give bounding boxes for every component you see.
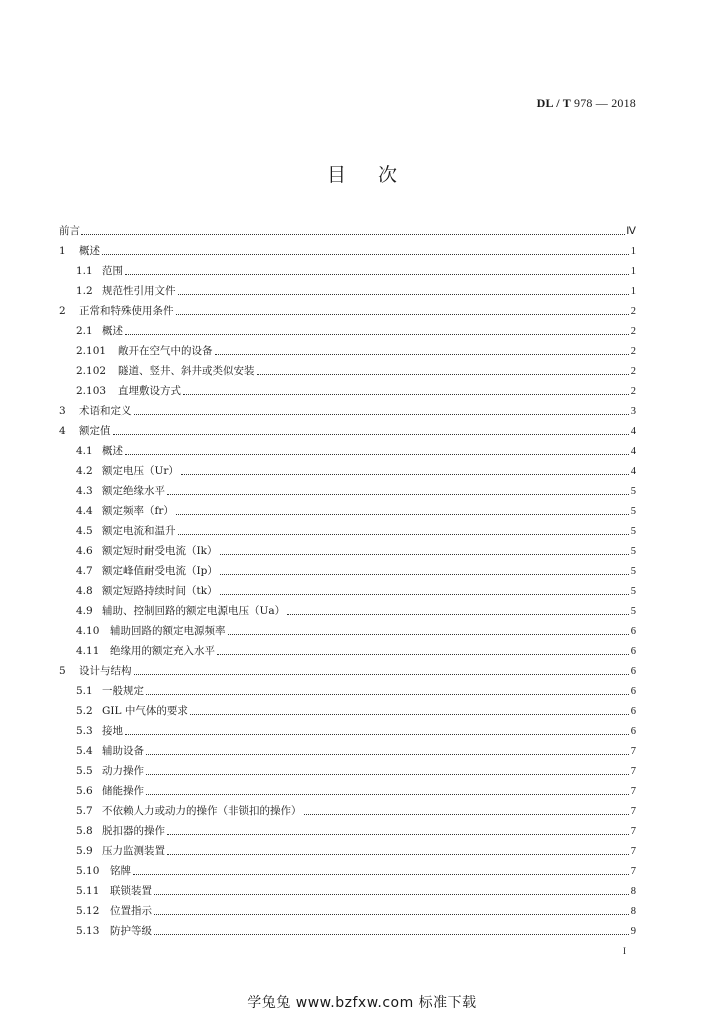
toc-entry-page: 7: [630, 866, 636, 877]
toc-leader-dots: [125, 273, 629, 275]
toc-entry-number: 5.6: [76, 785, 93, 797]
document-code-number: 978 — 2018: [574, 96, 636, 110]
toc-entry-label: 额定频率（fr）: [102, 505, 174, 517]
toc-entry[interactable]: [59, 918, 636, 938]
toc-entry-page: 2: [630, 326, 636, 337]
toc-entry-page: 5: [630, 606, 636, 617]
toc-entry[interactable]: [59, 698, 636, 718]
toc-entry-label: 不依赖人力或动力的操作（非锁扣的操作）: [102, 805, 302, 817]
toc-entry-page: 8: [630, 886, 636, 897]
toc-entry-page: 5: [630, 526, 636, 537]
toc-entry-number: 1.1: [76, 265, 93, 277]
toc-entry-label: 范围: [102, 265, 123, 277]
toc-entry-label: 绝缘用的额定充入水平: [110, 645, 215, 657]
toc-leader-dots: [133, 873, 629, 875]
toc-entry-label: 额定峰值耐受电流（Ip）: [102, 565, 218, 577]
toc-entry[interactable]: [59, 498, 636, 518]
toc-leader-dots: [102, 253, 629, 255]
toc-leader-dots: [228, 633, 630, 635]
toc-entry[interactable]: [59, 598, 636, 618]
toc-entry[interactable]: [59, 338, 636, 358]
toc-entry-label: 防护等级: [110, 925, 152, 937]
toc-leader-dots: [81, 233, 625, 235]
toc-entry[interactable]: [59, 618, 636, 638]
toc-entry-label: 辅助、控制回路的额定电源电压（Ua）: [102, 605, 286, 617]
toc-leader-dots: [154, 893, 629, 895]
watermark-text: 学兔兔 www.bzfxw.com 标准下载: [247, 995, 477, 1011]
toc-leader-dots: [220, 593, 629, 595]
toc-entry-number: 5.2: [76, 705, 93, 717]
toc-entry-number: 2: [59, 305, 66, 317]
toc-entry-label: 设计与结构: [79, 665, 132, 677]
toc-leader-dots: [134, 413, 630, 415]
toc-entry-number: 2.1: [76, 325, 93, 337]
toc-entry-label: 额定绝缘水平: [102, 485, 165, 497]
toc-entry-page: 1: [630, 286, 636, 297]
toc-entry-page: Ⅳ: [626, 226, 636, 237]
toc-entry-number: 5.13: [76, 925, 100, 937]
toc-entry-number: 5.11: [76, 885, 100, 897]
toc-entry-label: 额定短路持续时间（tk）: [102, 585, 218, 597]
toc-entry-page: 6: [630, 646, 636, 657]
toc-leader-dots: [167, 853, 629, 855]
toc-leader-dots: [146, 693, 629, 695]
toc-leader-dots: [178, 293, 630, 295]
toc-entry-page: 5: [630, 566, 636, 577]
toc-entry[interactable]: [59, 278, 636, 298]
toc-entry-label: 铭牌: [110, 865, 131, 877]
toc-entry-number: 5.4: [76, 745, 93, 757]
toc-entry-page: 9: [630, 926, 636, 937]
toc-entry-number: 4.4: [76, 505, 93, 517]
toc-entry-label: 储能操作: [102, 785, 144, 797]
toc-entry-page: 2: [630, 306, 636, 317]
toc-entry-page: 6: [630, 666, 636, 677]
toc-entry-page: 6: [630, 626, 636, 637]
toc-entry[interactable]: [59, 478, 636, 498]
toc-entry-number: 4.10: [76, 625, 100, 637]
toc-entry-label: 位置指示: [110, 905, 152, 917]
toc-entry-label: 辅助设备: [102, 745, 144, 757]
toc-entry[interactable]: [59, 898, 636, 918]
toc-entry-page: 1: [630, 246, 636, 257]
toc-entry-label: 隧道、竖井、斜井或类似安装: [118, 365, 255, 377]
toc-entry-number: 5: [59, 665, 66, 677]
toc-entry[interactable]: [59, 858, 636, 878]
toc-entry-number: 4: [59, 425, 66, 437]
toc-entry-label: 概述: [79, 245, 100, 257]
toc-entry[interactable]: [59, 818, 636, 838]
toc-entry-number: 5.12: [76, 905, 100, 917]
toc-leader-dots: [176, 513, 629, 515]
document-code-prefix: DL / T: [536, 96, 571, 110]
toc-entry-page: 6: [630, 726, 636, 737]
toc-entry-label: 额定短时耐受电流（Ik）: [102, 545, 218, 557]
toc-entry-page: 6: [630, 686, 636, 697]
toc-entry-label: 动力操作: [102, 765, 144, 777]
toc-entry-page: 4: [630, 426, 636, 437]
toc-leader-dots: [178, 533, 630, 535]
toc-entry-number: 4.6: [76, 545, 93, 557]
toc-entry-page: 5: [630, 486, 636, 497]
toc-entry-label: 一般规定: [102, 685, 144, 697]
toc-entry[interactable]: [59, 358, 636, 378]
toc-entry[interactable]: [59, 238, 636, 258]
table-of-contents: [59, 218, 636, 938]
toc-entry-number: 5.10: [76, 865, 100, 877]
toc-entry[interactable]: [59, 718, 636, 738]
toc-entry-page: 5: [630, 506, 636, 517]
toc-entry-number: 前言: [59, 225, 80, 237]
toc-entry-label: 概述: [102, 445, 123, 457]
toc-entry-label: 概述: [102, 325, 123, 337]
toc-leader-dots: [125, 453, 629, 455]
toc-entry-label: 敞开在空气中的设备: [118, 345, 213, 357]
toc-entry-page: 1: [630, 266, 636, 277]
toc-leader-dots: [220, 553, 629, 555]
toc-leader-dots: [125, 733, 629, 735]
toc-entry-page: 3: [630, 406, 636, 417]
toc-entry[interactable]: [59, 558, 636, 578]
toc-entry-page: 7: [630, 846, 636, 857]
toc-entry-label: GIL 中气体的要求: [102, 705, 188, 717]
toc-leader-dots: [190, 713, 629, 715]
toc-entry-label: 压力监测装置: [102, 845, 165, 857]
toc-entry[interactable]: [59, 758, 636, 778]
toc-entry-label: 规范性引用文件: [102, 285, 176, 297]
toc-entry[interactable]: [59, 418, 636, 438]
toc-entry-page: 4: [630, 446, 636, 457]
toc-entry-number: 4.3: [76, 485, 93, 497]
toc-leader-dots: [167, 493, 629, 495]
toc-entry-number: 2.101: [76, 345, 107, 357]
toc-entry[interactable]: [59, 838, 636, 858]
toc-entry-label: 直埋敷设方式: [118, 385, 181, 397]
toc-entry-page: 7: [630, 806, 636, 817]
toc-entry-number: 3: [59, 405, 66, 417]
toc-entry[interactable]: [59, 738, 636, 758]
toc-entry[interactable]: [59, 378, 636, 398]
toc-entry-label: 额定电流和温升: [102, 525, 176, 537]
toc-entry-page: 7: [630, 826, 636, 837]
toc-entry-page: 7: [630, 746, 636, 757]
toc-leader-dots: [181, 473, 629, 475]
toc-entry-number: 1: [59, 245, 66, 257]
page-number: I: [623, 946, 626, 956]
toc-entry-number: 4.5: [76, 525, 93, 537]
toc-entry-number: 4.8: [76, 585, 93, 597]
toc-entry-number: 5.5: [76, 765, 93, 777]
toc-entry-number: 4.2: [76, 465, 93, 477]
toc-leader-dots: [146, 773, 629, 775]
toc-entry-label: 额定值: [79, 425, 111, 437]
toc-entry[interactable]: [59, 658, 636, 678]
toc-entry[interactable]: [59, 798, 636, 818]
toc-entry-number: 4.9: [76, 605, 93, 617]
toc-entry-number: 5.8: [76, 825, 93, 837]
toc-entry-label: 额定电压（Ur）: [102, 465, 179, 477]
toc-entry[interactable]: [59, 458, 636, 478]
toc-entry-number: 2.102: [76, 365, 107, 377]
toc-entry[interactable]: [59, 318, 636, 338]
toc-entry-page: 2: [630, 366, 636, 377]
toc-entry[interactable]: [59, 878, 636, 898]
toc-entry[interactable]: [59, 678, 636, 698]
toc-entry-page: 2: [630, 346, 636, 357]
toc-entry-label: 正常和特殊使用条件: [79, 305, 174, 317]
toc-entry-label: 接地: [102, 725, 123, 737]
toc-entry[interactable]: [59, 778, 636, 798]
toc-leader-dots: [154, 933, 629, 935]
toc-entry-number: 5.1: [76, 685, 93, 697]
toc-leader-dots: [113, 433, 630, 435]
toc-entry-label: 脱扣器的操作: [102, 825, 165, 837]
toc-entry-label: 辅助回路的额定电源频率: [110, 625, 226, 637]
toc-entry[interactable]: [59, 518, 636, 538]
toc-entry-page: 5: [630, 586, 636, 597]
toc-leader-dots: [217, 653, 629, 655]
toc-entry-page: 4: [630, 466, 636, 477]
toc-leader-dots: [146, 793, 629, 795]
toc-entry[interactable]: [59, 578, 636, 598]
toc-entry[interactable]: [59, 438, 636, 458]
toc-leader-dots: [304, 813, 630, 815]
toc-entry[interactable]: [59, 398, 636, 418]
toc-entry-page: 7: [630, 766, 636, 777]
toc-entry[interactable]: [59, 258, 636, 278]
toc-leader-dots: [176, 313, 630, 315]
toc-entry-page: 5: [630, 546, 636, 557]
toc-entry-number: 4.11: [76, 645, 100, 657]
toc-entry-number: 4.1: [76, 445, 93, 457]
toc-leader-dots: [220, 573, 629, 575]
toc-leader-dots: [215, 353, 630, 355]
document-code: [537, 96, 636, 111]
toc-entry-number: 5.9: [76, 845, 93, 857]
toc-entry-number: 4.7: [76, 565, 93, 577]
toc-entry-number: 5.3: [76, 725, 93, 737]
toc-entry-page: 8: [630, 906, 636, 917]
toc-leader-dots: [146, 753, 629, 755]
toc-entry[interactable]: [59, 638, 636, 658]
toc-entry-label: 联锁装置: [110, 885, 152, 897]
toc-entry[interactable]: [59, 218, 636, 238]
toc-leader-dots: [287, 613, 629, 615]
toc-entry[interactable]: [59, 298, 636, 318]
page-title: 目次: [326, 164, 429, 186]
toc-leader-dots: [154, 913, 629, 915]
toc-leader-dots: [257, 373, 630, 375]
toc-leader-dots: [167, 833, 629, 835]
toc-entry-page: 7: [630, 786, 636, 797]
toc-entry[interactable]: [59, 538, 636, 558]
toc-entry-number: 5.7: [76, 805, 93, 817]
toc-leader-dots: [125, 333, 629, 335]
toc-leader-dots: [183, 393, 629, 395]
toc-leader-dots: [134, 673, 630, 675]
toc-entry-label: 术语和定义: [79, 405, 132, 417]
toc-entry-page: 2: [630, 386, 636, 397]
toc-entry-number: 1.2: [76, 285, 93, 297]
toc-entry-number: 2.103: [76, 385, 107, 397]
toc-entry-page: 6: [630, 706, 636, 717]
